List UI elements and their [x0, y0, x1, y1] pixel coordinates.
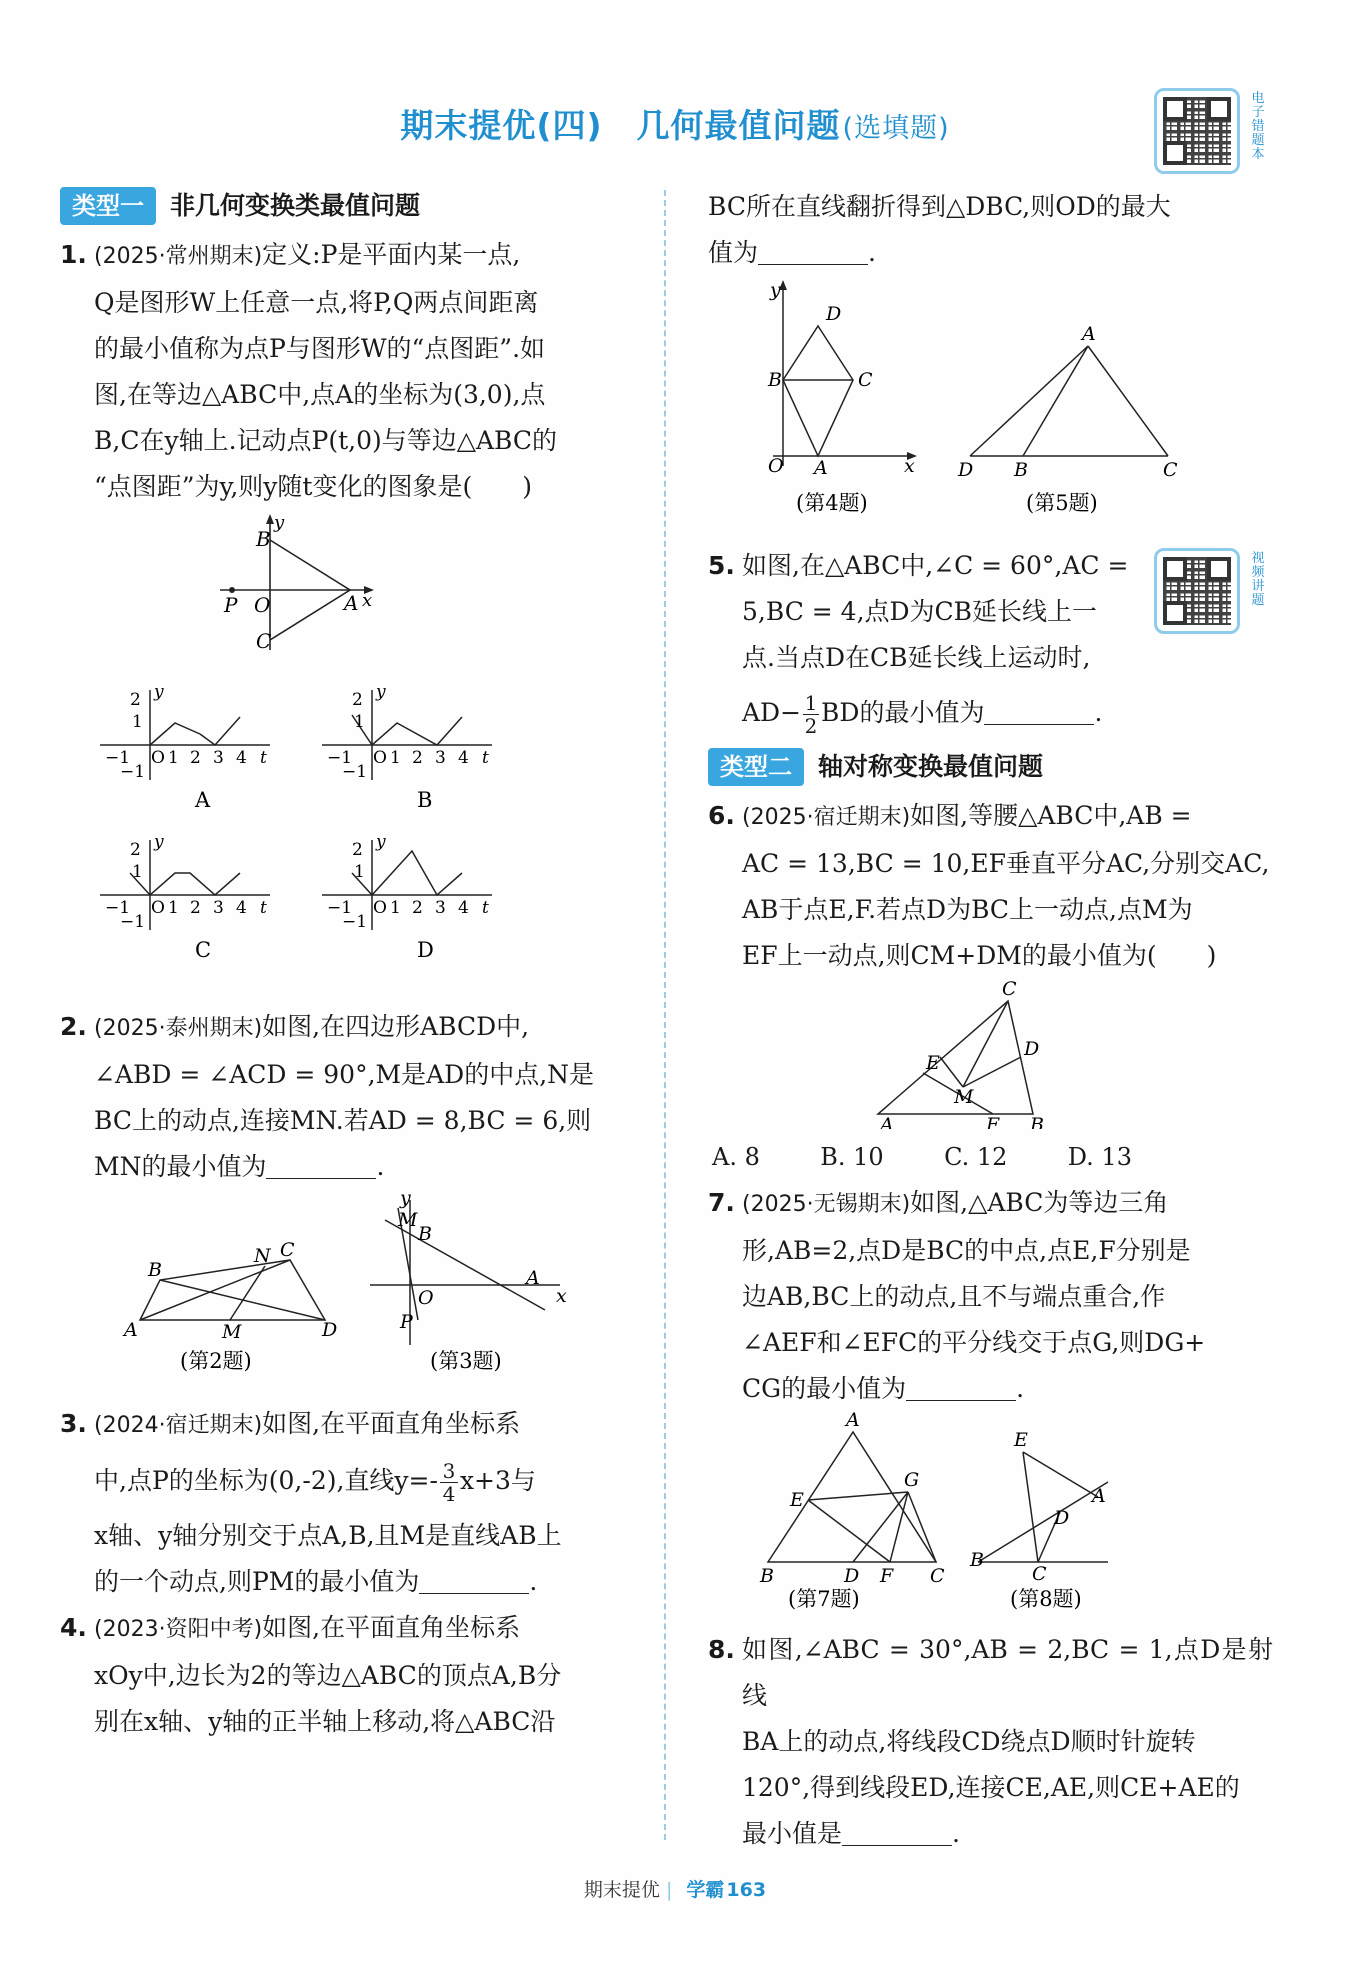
- svg-text:D: D: [844, 1565, 860, 1587]
- q3-fraction-numerator: 3: [442, 1459, 456, 1483]
- q4-q5-figures: [708, 276, 1273, 536]
- svg-text:−1: −1: [105, 898, 131, 918]
- svg-text:A: A: [124, 1319, 138, 1341]
- svg-text:t: t: [482, 898, 489, 918]
- svg-text:2: 2: [130, 840, 141, 860]
- svg-text:−1: −1: [342, 912, 368, 932]
- svg-text:P: P: [224, 593, 238, 617]
- footer-section: 期末提优: [583, 1879, 660, 1901]
- q1-line6: “点图距”为y,则y随t变化的图象是( ): [94, 472, 532, 501]
- q1-triangle-figure: [60, 510, 645, 660]
- svg-text:3: 3: [213, 898, 224, 918]
- q2-line2: ∠ABD = ∠ACD = 90°,M是AD的中点,N是: [94, 1060, 595, 1089]
- q7-line3: 边AB,BC上的动点,且不与端点重合,作: [742, 1282, 1166, 1311]
- q8-answer-blank[interactable]: [842, 1815, 952, 1846]
- q6-option-b[interactable]: B. 10: [820, 1143, 884, 1171]
- left-column: [60, 184, 645, 1745]
- q7-line1: 如图,△ABC为等边三角: [910, 1188, 1169, 1217]
- svg-text:B: B: [1014, 459, 1028, 481]
- type1-title: 非几何变换类最值问题: [170, 191, 421, 220]
- question-4: [60, 1605, 645, 1745]
- q6-line1: 如图,等腰△ABC中,AB =: [910, 801, 1192, 830]
- svg-text:G: G: [904, 1469, 920, 1491]
- svg-text:−1: −1: [120, 762, 146, 782]
- svg-text:3: 3: [435, 898, 446, 918]
- svg-text:2: 2: [352, 840, 363, 860]
- q4-line2: xOy中,边长为2的等边△ABC的顶点A,B分: [94, 1661, 562, 1690]
- type2-title: 轴对称变换最值问题: [818, 752, 1044, 781]
- q5-answer-blank[interactable]: [984, 694, 1094, 725]
- q6-option-c[interactable]: C. 12: [944, 1143, 1008, 1171]
- q8-line3: 120°,得到线段ED,连接CE,AE,则CE+AE的: [742, 1773, 1240, 1802]
- svg-text:A: A: [1082, 323, 1096, 345]
- q3-caption: (第3题): [430, 1349, 502, 1373]
- svg-text:M: M: [398, 1209, 418, 1231]
- question-1: [60, 232, 645, 510]
- svg-text:y: y: [376, 682, 386, 702]
- svg-text:y: y: [770, 279, 781, 301]
- svg-text:4: 4: [458, 898, 469, 918]
- q1-option-b-label[interactable]: B: [417, 788, 433, 812]
- svg-text:1: 1: [132, 712, 143, 732]
- svg-text:B: B: [970, 1549, 984, 1571]
- svg-text:A: A: [880, 1114, 894, 1129]
- svg-text:C: C: [930, 1565, 945, 1587]
- svg-text:A: A: [1092, 1485, 1106, 1507]
- svg-text:−1: −1: [342, 762, 368, 782]
- q4-line4: BC所在直线翻折得到△DBC,则OD的最大: [708, 192, 1171, 221]
- svg-text:C: C: [1032, 1563, 1047, 1585]
- svg-text:A: A: [846, 1412, 860, 1431]
- qr-label-error-book: 电子错题本: [1251, 91, 1265, 162]
- question-5-cont: $AD- \frac{1}{2}BD$的最小值为 .: [742, 691, 1103, 738]
- svg-text:D: D: [322, 1319, 338, 1341]
- q1-option-d-label[interactable]: D: [417, 938, 434, 962]
- q2-line3: BC上的动点,连接MN.若AD = 8,BC = 6,则: [94, 1106, 592, 1135]
- q7-line2: 形,AB=2,点D是BC的中点,点E,F分别是: [742, 1236, 1191, 1265]
- svg-text:1: 1: [354, 862, 365, 882]
- svg-text:2: 2: [352, 690, 363, 710]
- right-column: BC所在直线翻折得到△DBC,则OD的最大 值为 . y D B C O A x A D B C (第4题) (第5题) 5. 如图,在△ABC中,∠C = 60°,AC = 5,BC = 4,点D为CB延长线上一 点.当点D在CB延长线上运动时, $AD- \frac{1}{2}BD$的最小值为 . 类型二 轴对称变换最值问题 6. (2025·宿迁期末)如图,等腰△ABC中,AB = AC = 13,BC = 10,EF垂直平分AC,分别交AC, AB于点E,F.若点D为BC上一动点,点M为 EF上一动点,则CM+DM的最小值为( ) C D E M A F B A. 8 B. 10 C. 12 D. 13 7. (2025·无锡期末)如图,△ABC为等边三角 形,AB=2,点D是BC的中点,点E,F分别是 边AB,BC上的动点,且不与端点重合,作 ∠AEF和∠EFC的平分线交于点G,则DG+ CG的最小值为 . A E G B D F C E A D B C (第7题) (第8题) 8. 如图,∠ABC = 30°,AB = 2,BC = 1,点D是射线 BA上的动点,将线段CD绕点D顺时针旋转 120°,得到线段ED,连接CE,AE,则CE+AE的 最小值是 .: [708, 184, 1273, 1857]
- question-8: 8. 如图,∠ABC = 30°,AB = 2,BC = 1,点D是射线 BA上的动点,将线段CD绕点D顺时针旋转 120°,得到线段ED,连接CE,AE,则CE+AE的 最小值是 .: [708, 1627, 1273, 1857]
- svg-text:C: C: [256, 629, 272, 653]
- svg-text:2: 2: [190, 748, 201, 768]
- svg-text:M: M: [222, 1321, 242, 1343]
- svg-text:O: O: [768, 455, 784, 477]
- type2-header: [708, 745, 1273, 789]
- q5-fraction-numerator: 1: [804, 691, 818, 715]
- svg-text:t: t: [260, 748, 267, 768]
- q5-fraction-denominator: 2: [804, 714, 818, 738]
- svg-text:4: 4: [236, 748, 247, 768]
- svg-text:A: A: [814, 457, 828, 479]
- q3-answer-blank[interactable]: [419, 1563, 529, 1594]
- svg-text:B: B: [418, 1223, 432, 1245]
- page-footer: 期末提优 | 学霸 163: [583, 1879, 767, 1901]
- q5-line1: 如图,在△ABC中,∠C = 60°,AC =: [742, 551, 1129, 580]
- svg-text:D: D: [1024, 1038, 1040, 1060]
- svg-text:x: x: [362, 590, 373, 611]
- q8-line2: BA上的动点,将线段CD绕点D顺时针旋转: [742, 1727, 1196, 1756]
- svg-text:−1: −1: [327, 748, 353, 768]
- svg-text:2: 2: [130, 690, 141, 710]
- q1-option-c-label[interactable]: C: [195, 938, 212, 962]
- svg-text:B: B: [148, 1259, 162, 1281]
- q5-line4a: AD−: [742, 698, 802, 727]
- q7-q8-figures: [708, 1412, 1273, 1612]
- q4-line3: 别在x轴、y轴的正半轴上移动,将△ABC沿: [94, 1707, 556, 1736]
- svg-text:O: O: [151, 898, 165, 918]
- q3-line3: x轴、y轴分别交于点A,B,且M是直线AB上: [94, 1521, 562, 1550]
- q6-option-d[interactable]: D. 13: [1067, 1143, 1132, 1171]
- q4-number: 4.: [60, 1613, 87, 1642]
- svg-text:O: O: [373, 748, 387, 768]
- page-title: 期末提优(四) 几何最值问题(选填题): [400, 106, 950, 145]
- svg-text:C: C: [1002, 979, 1017, 1000]
- q4-caption: (第4题): [796, 491, 868, 515]
- q5-caption: (第5题): [1026, 491, 1098, 515]
- svg-text:A: A: [526, 1267, 540, 1289]
- svg-text:F: F: [880, 1565, 894, 1587]
- q7-number: 7.: [708, 1188, 735, 1217]
- q4-line1: 如图,在平面直角坐标系: [262, 1613, 521, 1642]
- q1-number: 1.: [60, 240, 87, 269]
- q5-line2: 5,BC = 4,点D为CB延长线上一: [742, 597, 1098, 626]
- svg-text:N: N: [254, 1245, 271, 1267]
- svg-text:3: 3: [213, 748, 224, 768]
- svg-text:P: P: [400, 1311, 413, 1333]
- footer-brand: 学霸: [686, 1879, 725, 1901]
- svg-text:C: C: [858, 369, 873, 391]
- svg-text:1: 1: [390, 898, 401, 918]
- svg-text:1: 1: [132, 862, 143, 882]
- svg-text:1: 1: [354, 712, 365, 732]
- q6-source: (2025·宿迁期末): [742, 805, 911, 830]
- svg-text:t: t: [482, 748, 489, 768]
- svg-text:y: y: [154, 832, 164, 852]
- q3-line2a: 中,点P的坐标为(0,-2),直线y=-: [94, 1466, 438, 1495]
- svg-text:F: F: [986, 1114, 1000, 1129]
- svg-text:1: 1: [168, 748, 179, 768]
- svg-text:2: 2: [412, 748, 423, 768]
- q5-line4b: BD的最小值为: [821, 698, 985, 727]
- q6-option-a[interactable]: A. 8: [712, 1143, 760, 1171]
- svg-text:2: 2: [190, 898, 201, 918]
- q8-line4: 最小值是: [742, 1819, 843, 1848]
- q2-source: (2025·泰州期末): [94, 1016, 263, 1041]
- q6-line4: EF上一动点,则CM+DM的最小值为( ): [742, 941, 1217, 970]
- q5-line3: 点.当点D在CB延长线上运动时,: [742, 643, 1091, 672]
- svg-text:1: 1: [390, 748, 401, 768]
- svg-text:C: C: [280, 1239, 295, 1261]
- svg-text:2: 2: [412, 898, 423, 918]
- q7-line5: CG的最小值为: [742, 1374, 907, 1403]
- q1-line2: Q是图形W上任意一点,将P,Q两点间距离: [94, 288, 539, 317]
- q7-line4: ∠AEF和∠EFC的平分线交于点G,则DG+: [742, 1328, 1206, 1357]
- q4-source: (2023·资阳中考): [94, 1617, 263, 1642]
- q6-number: 6.: [708, 801, 735, 830]
- svg-text:−1: −1: [327, 898, 353, 918]
- q1-line3: 的最小值称为点P与图形W的“点图距”.如: [94, 334, 546, 363]
- svg-text:4: 4: [458, 748, 469, 768]
- qr-label-video: 视频讲题: [1251, 551, 1265, 608]
- question-5: [708, 543, 1182, 681]
- svg-text:y: y: [274, 512, 285, 533]
- svg-text:x: x: [904, 455, 915, 477]
- svg-text:−1: −1: [105, 748, 131, 768]
- svg-text:y: y: [400, 1190, 411, 1209]
- svg-text:B: B: [760, 1565, 774, 1587]
- svg-text:C: C: [1163, 459, 1178, 481]
- svg-text:D: D: [1054, 1507, 1070, 1529]
- qr-code-error-book[interactable]: [1154, 88, 1240, 174]
- svg-text:O: O: [418, 1287, 434, 1309]
- q1-option-a-label[interactable]: A: [195, 788, 211, 812]
- svg-text:D: D: [826, 303, 842, 325]
- svg-text:B: B: [1030, 1114, 1044, 1129]
- svg-text:−1: −1: [120, 912, 146, 932]
- svg-text:O: O: [151, 748, 165, 768]
- q3-line1: 如图,在平面直角坐标系: [262, 1409, 521, 1438]
- q4-answer-blank[interactable]: [758, 234, 868, 265]
- type1-header: [60, 184, 645, 228]
- q8-line1: 如图,∠ABC = 30°,AB = 2,BC = 1,点D是射线: [742, 1635, 1273, 1710]
- svg-text:A: A: [344, 591, 359, 615]
- q6-line3: AB于点E,F.若点D为BC上一动点,点M为: [742, 895, 1193, 924]
- page-number: 163: [726, 1879, 767, 1901]
- qr-code-video[interactable]: [1154, 548, 1240, 634]
- svg-text:3: 3: [435, 748, 446, 768]
- q2-answer-blank[interactable]: [266, 1148, 376, 1179]
- q1-line5: B,C在y轴上.记动点P(t,0)与等边△ABC的: [94, 426, 557, 455]
- question-2: 2. (2025·泰州期末)如图,在四边形ABCD中, ∠ABD = ∠ACD = 90°,M是AD的中点,N是 BC上的动点,连接MN.若AD = 8,BC = 6,则 MN的最小值为 .: [60, 1004, 645, 1190]
- q1-line1: 定义:P是平面内某一点,: [262, 240, 521, 269]
- q8-caption: (第8题): [1010, 1587, 1082, 1611]
- svg-text:O: O: [373, 898, 387, 918]
- svg-text:E: E: [790, 1489, 804, 1511]
- type1-tag: 类型一: [60, 187, 156, 225]
- q6-options: [708, 1134, 1132, 1180]
- q3-line4: 的一个动点,则PM的最小值为: [94, 1567, 420, 1596]
- svg-text:B: B: [768, 369, 782, 391]
- q2-number: 2.: [60, 1012, 87, 1041]
- svg-text:M: M: [954, 1086, 974, 1108]
- svg-text:1: 1: [168, 898, 179, 918]
- svg-text:4: 4: [236, 898, 247, 918]
- q2-line1: 如图,在四边形ABCD中,: [262, 1012, 530, 1041]
- column-divider: [664, 190, 666, 1840]
- q7-answer-blank[interactable]: [906, 1370, 1016, 1401]
- q3-number: 3.: [60, 1409, 87, 1438]
- question-6: [708, 793, 1273, 979]
- q1-source: (2025·常州期末): [94, 244, 263, 269]
- q2-q3-figures: [60, 1190, 645, 1390]
- type2-tag: 类型二: [708, 748, 804, 786]
- q6-figure: [708, 979, 1273, 1129]
- q3-source: (2024·宿迁期末): [94, 1413, 263, 1438]
- question-7: 7. (2025·无锡期末)如图,△ABC为等边三角 形,AB=2,点D是BC的中点,点E,F分别是 边AB,BC上的动点,且不与端点重合,作 ∠AEF和∠EFC的平分线交于点G,则DG+ CG的最小值为 .: [708, 1180, 1273, 1412]
- svg-text:D: D: [958, 459, 974, 481]
- q4-line5: 值为: [708, 238, 759, 267]
- q6-line2: AC = 13,BC = 10,EF垂直平分AC,分别交AC,: [742, 849, 1270, 878]
- q5-number: 5.: [708, 551, 735, 580]
- q1-line4: 图,在等边△ABC中,点A的坐标为(3,0),点: [94, 380, 546, 409]
- svg-text:O: O: [254, 593, 271, 617]
- q3-line2b: x+3与: [459, 1466, 536, 1495]
- svg-text:y: y: [154, 682, 164, 702]
- q7-source: (2025·无锡期末): [742, 1192, 911, 1217]
- q8-number: 8.: [708, 1635, 735, 1664]
- q7-caption: (第7题): [788, 1587, 860, 1611]
- svg-text:B: B: [256, 527, 271, 551]
- svg-text:E: E: [926, 1052, 940, 1074]
- svg-text:y: y: [376, 832, 386, 852]
- svg-text:E: E: [1014, 1429, 1028, 1451]
- question-3: 3. (2024·宿迁期末)如图,在平面直角坐标系 中,点P的坐标为(0,-2),直线$y=- \frac{3}{4}x+3$与 x轴、y轴分别交于点A,B,且M是直线AB上 的一个动点,则PM的最小值为 .: [60, 1401, 645, 1605]
- q2-caption: (第2题): [180, 1349, 252, 1373]
- svg-text:x: x: [556, 1285, 567, 1307]
- svg-text:t: t: [260, 898, 267, 918]
- q3-fraction-denominator: 4: [440, 1482, 458, 1505]
- q2-line4: MN的最小值为: [94, 1152, 267, 1181]
